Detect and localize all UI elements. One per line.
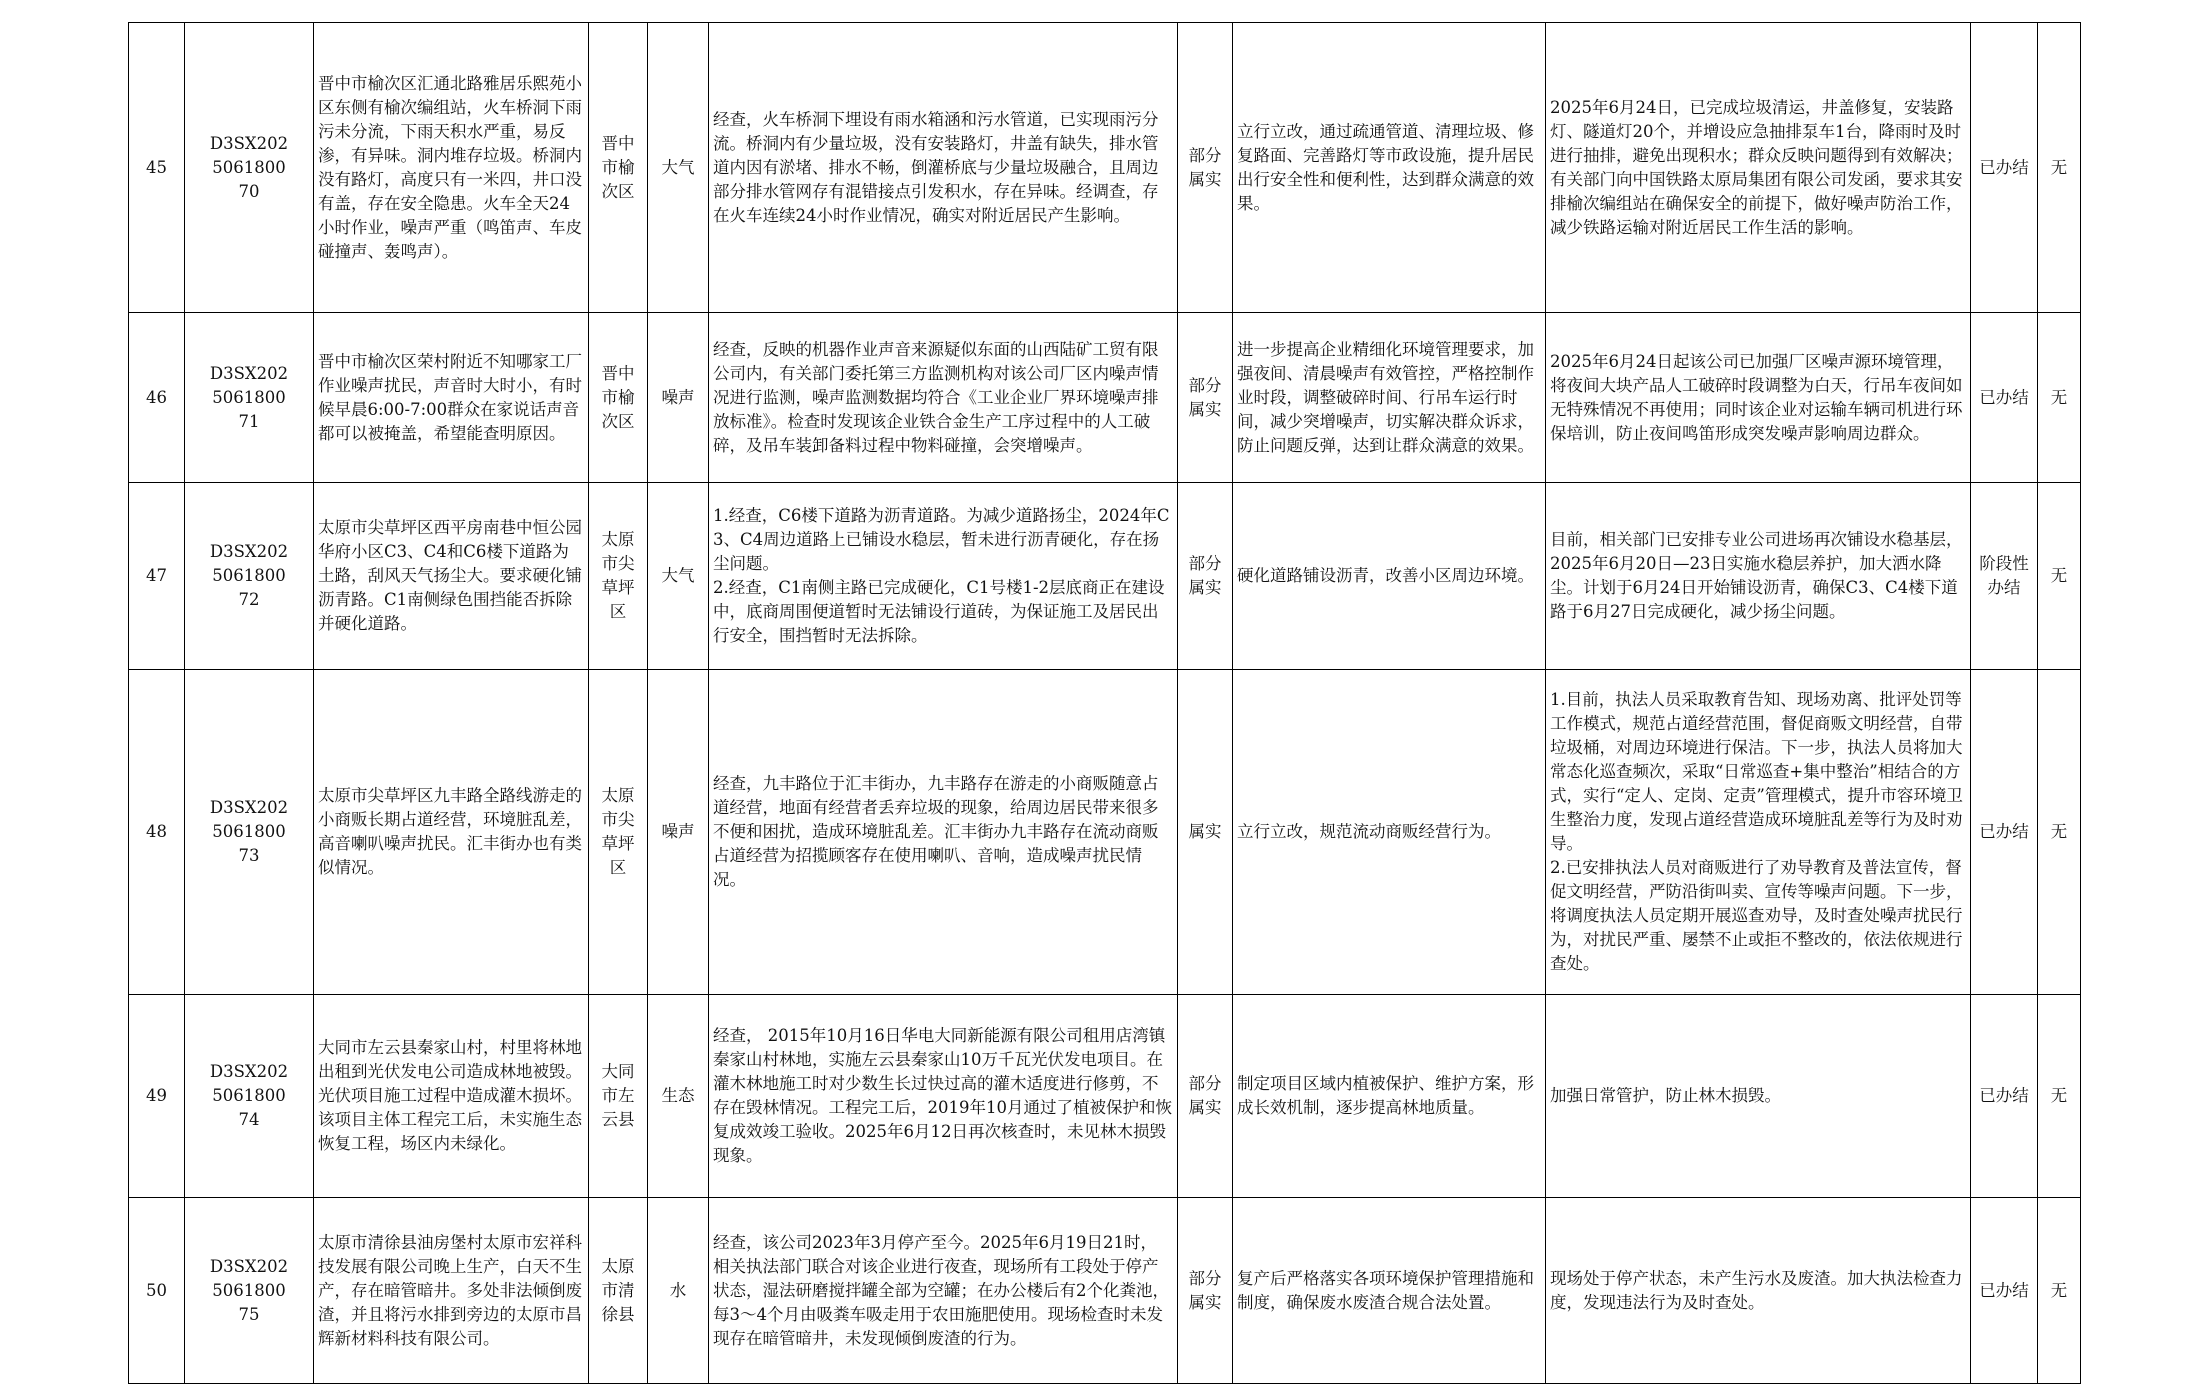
verdict: 部分 属实: [1178, 1198, 1233, 1384]
progress: 2025年6月24日起该公司已加强厂区噪声源环境管理，将夜间大块产品人工破碎时段调整为白天，行吊车夜间如无特殊情况不再使用；同时该企业对运输车辆司机进行环保培训，防止夜间鸣笛形成突发噪声影响周边群众。: [1546, 313, 1971, 483]
complaint-content: 太原市尖草坪区九丰路全路线游走的小商贩长期占道经营，环境脏乱差，高音喇叭噪声扰民。汇丰街办也有类似情况。: [314, 670, 589, 995]
pollution-type: 生态: [648, 995, 709, 1198]
verdict: 部分 属实: [1178, 313, 1233, 483]
region: 大同 市左 云县: [589, 995, 648, 1198]
complaint-content: 大同市左云县秦家山村，村里将林地出租到光伏发电公司造成林地被毁。光伏项目施工过程中造成灌木损坏。该项目主体工程完工后，未实施生态恢复工程，场区内未绿化。: [314, 995, 589, 1198]
remark: 无: [2038, 670, 2081, 995]
verdict: 属实: [1178, 670, 1233, 995]
case-id: D3SX202 5061800 72: [185, 483, 314, 670]
region: 晋中 市榆 次区: [589, 23, 648, 313]
remark: 无: [2038, 313, 2081, 483]
status: 已办结: [1971, 313, 2038, 483]
verdict: 部分 属实: [1178, 483, 1233, 670]
rectification-measures: 立行立改，通过疏通管道、清理垃圾、修复路面、完善路灯等市政设施，提升居民出行安全性和便利性，达到群众满意的效果。: [1233, 23, 1546, 313]
investigation-result: 经查，火车桥洞下埋设有雨水箱涵和污水管道，已实现雨污分流。桥洞内有少量垃圾，没有安装路灯，井盖有缺失，排水管道内因有淤堵、排水不畅，倒灌桥底与少量垃圾融合，且周边部分排水管网存有混错接点引发积水，存在异味。经调查，存在火车连续24小时作业情况，确实对附近居民产生影响。: [709, 23, 1178, 313]
row-number: 50: [129, 1198, 185, 1384]
case-id: D3SX202 5061800 75: [185, 1198, 314, 1384]
table-row: [129, 23, 2081, 313]
row-number: 45: [129, 23, 185, 313]
complaint-content: 晋中市榆次区汇通北路雅居乐熙苑小区东侧有榆次编组站，火车桥洞下雨污未分流，下雨天积水严重，易反渗，有异味。洞内堆存垃圾。桥洞内没有路灯，高度只有一米四，井口没有盖，存在安全隐患。火车全天24小时作业，噪声严重（鸣笛声、车皮碰撞声、轰鸣声）。: [314, 23, 589, 313]
verdict: 部分 属实: [1178, 23, 1233, 313]
pollution-type: 噪声: [648, 670, 709, 995]
table-row: [129, 483, 2081, 670]
region: 太原 市清 徐县: [589, 1198, 648, 1384]
table-row: [129, 1198, 2081, 1384]
status: 已办结: [1971, 23, 2038, 313]
complaint-content: 太原市清徐县油房堡村太原市宏祥科技发展有限公司晚上生产，白天不生产，存在暗管暗井。多处非法倾倒废渣，并且将污水排到旁边的太原市昌辉新材料科技有限公司。: [314, 1198, 589, 1384]
remark: 无: [2038, 483, 2081, 670]
status: 已办结: [1971, 670, 2038, 995]
case-id: D3SX202 5061800 71: [185, 313, 314, 483]
investigation-result: 经查， 2015年10月16日华电大同新能源有限公司租用店湾镇秦家山村林地，实施左云县秦家山10万千瓦光伏发电项目。在灌木林地施工时对少数生长过快过高的灌木适度进行修剪，不存在毁林情况。工程完工后，2019年10月通过了植被保护和恢复成效竣工验收。2025年6月12日再次核查时，未见林木损毁现象。: [709, 995, 1178, 1198]
pollution-type: 大气: [648, 483, 709, 670]
progress: 2025年6月24日，已完成垃圾清运，井盖修复，安装路灯、隧道灯20个，并增设应急抽排泵车1台，降雨时及时进行抽排，避免出现积水；群众反映问题得到有效解决；有关部门向中国铁路太原局集团有限公司发函，要求其安排榆次编组站在确保安全的前提下，做好噪声防治工作，减少铁路运输对附近居民工作生活的影响。: [1546, 23, 1971, 313]
region: 太原 市尖 草坪 区: [589, 670, 648, 995]
pollution-type: 噪声: [648, 313, 709, 483]
status: 已办结: [1971, 1198, 2038, 1384]
complaint-content: 太原市尖草坪区西平房南巷中恒公园华府小区C3、C4和C6楼下道路为土路，刮风天气扬尘大。要求硬化铺沥青路。C1南侧绿色围挡能否拆除并硬化道路。: [314, 483, 589, 670]
progress: 目前，相关部门已安排专业公司进场再次铺设水稳基层，2025年6月20日—23日实施水稳层养护，加大洒水降尘。计划于6月24日开始铺设沥青，确保C3、C4楼下道路于6月27日完成硬化，减少扬尘问题。: [1546, 483, 1971, 670]
complaint-table: [128, 22, 2081, 1384]
rectification-measures: 制定项目区域内植被保护、维护方案，形成长效机制，逐步提高林地质量。: [1233, 995, 1546, 1198]
progress: 现场处于停产状态，未产生污水及废渣。加大执法检查力度，发现违法行为及时查处。: [1546, 1198, 1971, 1384]
table-row: [129, 313, 2081, 483]
remark: 无: [2038, 1198, 2081, 1384]
row-number: 49: [129, 995, 185, 1198]
region: 太原 市尖 草坪 区: [589, 483, 648, 670]
progress: 加强日常管护，防止林木损毁。: [1546, 995, 1971, 1198]
investigation-result: 经查，九丰路位于汇丰街办，九丰路存在游走的小商贩随意占道经营，地面有经营者丢弃垃圾的现象，给周边居民带来很多不便和困扰，造成环境脏乱差。汇丰街办九丰路存在流动商贩占道经营为招揽顾客存在使用喇叭、音响，造成噪声扰民情况。: [709, 670, 1178, 995]
pollution-type: 大气: [648, 23, 709, 313]
case-id: D3SX202 5061800 70: [185, 23, 314, 313]
row-number: 48: [129, 670, 185, 995]
status: 阶段性 办结: [1971, 483, 2038, 670]
remark: 无: [2038, 995, 2081, 1198]
case-id: D3SX202 5061800 74: [185, 995, 314, 1198]
verdict: 部分 属实: [1178, 995, 1233, 1198]
row-number: 47: [129, 483, 185, 670]
investigation-result: 1.经查，C6楼下道路为沥青道路。为减少道路扬尘，2024年C3、C4周边道路上已铺设水稳层，暂未进行沥青硬化，存在扬尘问题。 2.经查，C1南侧主路已完成硬化，C1号楼1-2层底商正在建设中，底商周围便道暂时无法铺设行道砖，为保证施工及居民出行安全，围挡暂时无法拆除。: [709, 483, 1178, 670]
remark: 无: [2038, 23, 2081, 313]
progress: 1.目前，执法人员采取教育告知、现场劝离、批评处罚等工作模式，规范占道经营范围，督促商贩文明经营，自带垃圾桶，对周边环境进行保洁。下一步，执法人员将加大常态化巡查频次，采取“日常巡查+集中整治”相结合的方式，实行“定人、定岗、定责”管理模式，提升市容环境卫生整治力度，发现占道经营造成环境脏乱差等行为及时劝导。 2.已安排执法人员对商贩进行了劝导教育及普法宣传，督促文明经营，严防沿街叫卖、宣传等噪声问题。下一步，将调度执法人员定期开展巡查劝导，及时查处噪声扰民行为，对扰民严重、屡禁不止或拒不整改的，依法依规进行查处。: [1546, 670, 1971, 995]
table-row: [129, 995, 2081, 1198]
rectification-measures: 立行立改，规范流动商贩经营行为。: [1233, 670, 1546, 995]
pollution-type: 水: [648, 1198, 709, 1384]
region: 晋中 市榆 次区: [589, 313, 648, 483]
row-number: 46: [129, 313, 185, 483]
complaint-content: 晋中市榆次区荣村附近不知哪家工厂作业噪声扰民，声音时大时小，有时候早晨6:00-7:00群众在家说话声音都可以被掩盖，希望能查明原因。: [314, 313, 589, 483]
status: 已办结: [1971, 995, 2038, 1198]
rectification-measures: 硬化道路铺设沥青，改善小区周边环境。: [1233, 483, 1546, 670]
investigation-result: 经查，反映的机器作业声音来源疑似东面的山西陆矿工贸有限公司内，有关部门委托第三方监测机构对该公司厂区内噪声情况进行监测，噪声监测数据均符合《工业企业厂界环境噪声排放标准》。检查时发现该企业铁合金生产工序过程中的人工破碎，及吊车装卸备料过程中物料碰撞，会突增噪声。: [709, 313, 1178, 483]
investigation-result: 经查，该公司2023年3月停产至今。2025年6月19日21时，相关执法部门联合对该企业进行夜查，现场所有工段处于停产状态，湿法研磨搅拌罐全部为空罐；在办公楼后有2个化粪池，每3～4个月由吸粪车吸走用于农田施肥使用。现场检查时未发现存在暗管暗井，未发现倾倒废渣的行为。: [709, 1198, 1178, 1384]
table-row: [129, 670, 2081, 995]
rectification-measures: 进一步提高企业精细化环境管理要求，加强夜间、清晨噪声有效管控，严格控制作业时段，调整破碎时间、行吊车运行时间，减少突增噪声，切实解决群众诉求，防止问题反弹，达到让群众满意的效果。: [1233, 313, 1546, 483]
case-id: D3SX202 5061800 73: [185, 670, 314, 995]
rectification-measures: 复产后严格落实各项环境保护管理措施和制度，确保废水废渣合规合法处置。: [1233, 1198, 1546, 1384]
